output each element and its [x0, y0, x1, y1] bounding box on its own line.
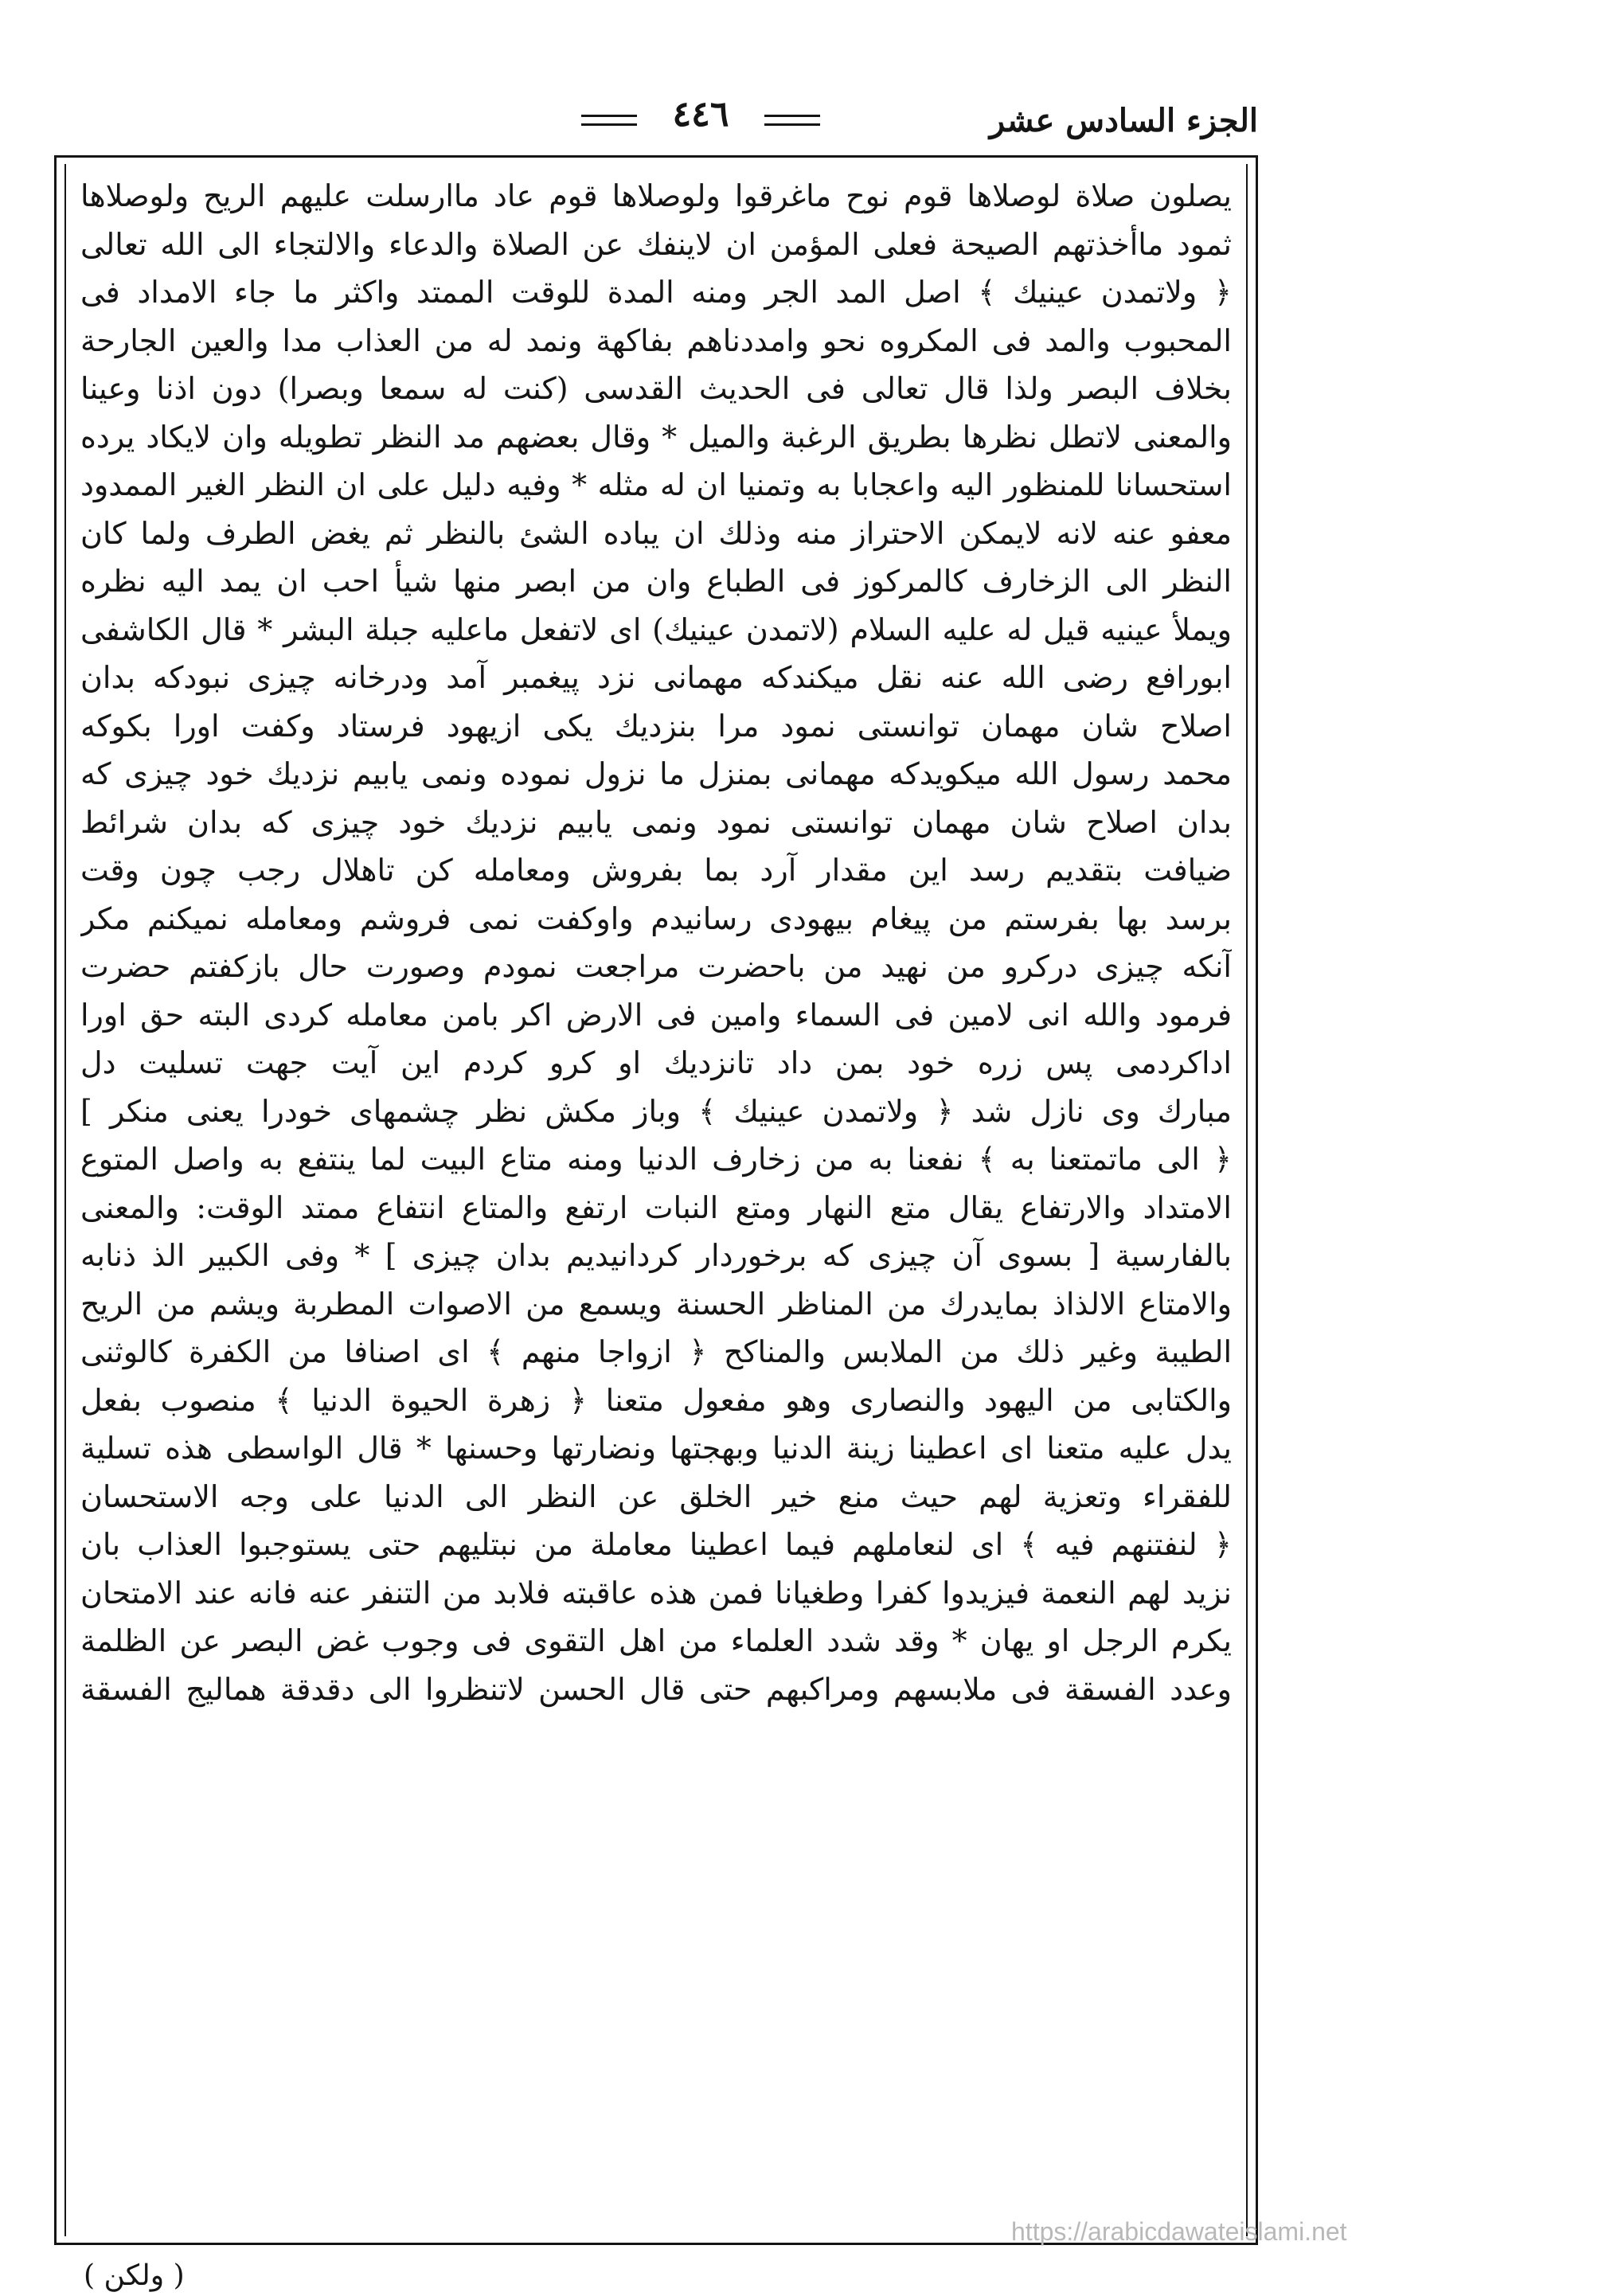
text-line: والمعنى لاتطل نظرها بطريق الرغبة والميل * وقال بعضهم مد النظر تطويله وان لايكاد يرده — [80, 419, 1232, 455]
text-line: ﴿ لنفتنهم فيه ﴾ اى لنعاملهم فيما اعطينا معاملة من نبتليهم حتى يستوجبوا العذاب بان — [80, 1527, 1232, 1562]
text-line: ضيافت بتقديم رسد اين مقدار آرد بما بفروش ومعامله كن تاهلال رجب چون وقت — [80, 853, 1232, 888]
text-line: آنكه چيزى دركرو من نهيد من باحضرت مراجعت نمودم وصورت حال بازكفتم حضرت — [80, 949, 1232, 984]
text-line: ثمود ماأخذتهم الصيحة فعلى المؤمن ان لاينفك عن الصلاة والدعاء والالتجاء الى الله تعالى — [80, 226, 1232, 262]
text-line: اصلاح شان مهمان توانستى نمود مرا بنزديك يكى ازيهود فرستاد وكفت اورا بكوكه — [80, 708, 1232, 744]
text-line: نزيد لهم النعمة فيزيدوا كفرا وطغيانا فمن هذه عاقبته فلابد من التنفر عنه فانه عند الامتحان — [80, 1575, 1232, 1611]
text-line: يكرم الرجل او يهان * وقد شدد العلماء من اهل التقوى فى وجوب غض البصر عن الظلمة — [80, 1623, 1232, 1658]
page-number-block — [581, 94, 820, 142]
ornament-left-icon — [581, 115, 637, 126]
ornament-right-icon — [764, 115, 820, 126]
text-line: بخلاف البصر ولذا قال تعالى فى الحديث القدسى (كنت له سمعا وبصرا) دون اذنا وعينا — [80, 371, 1232, 406]
text-line: يصلون صلاة لوصلاها قوم نوح ماغرقوا ولوصلاها قوم عاد ماارسلت عليهم الريح ولوصلاها — [80, 178, 1232, 213]
text-line: ﴿ الى ماتمتعنا به ﴾ نفعنا به من زخارف الدنيا ومنه متاع البيت لما ينتفع به واصل المتوع — [80, 1142, 1232, 1177]
text-line: النظر الى الزخارف كالمركوز فى الطباع وان من ابصر منها شيأ احب ان يمد اليه نظره — [80, 564, 1232, 599]
text-line: برسد بها بفرستم من پيغام بيهودى رسانيدم واوكفت نمى فروشم ومعامله نميكنم مكر — [80, 900, 1232, 936]
text-line: استحسانا للمنظور اليه واعجابا به وتمنيا ان له مثله * وفيه دليل على ان النظر الغير الممدود — [80, 467, 1232, 502]
page-header — [56, 94, 1258, 150]
text-line: ﴿ ولاتمدن عينيك ﴾ اصل المد الجر ومنه المدة للوقت الممتد واكثر ما جاء الامداد فى — [80, 275, 1232, 310]
text-line: للفقراء وتعزية لهم حيث منع خير الخلق عن النظر الى الدنيا على وجه الاستحسان — [80, 1478, 1232, 1514]
text-line: الامتداد والارتفاع يقال متع النهار ومتع النبات ارتفع والمتاع انتفاع ممتد الوقت: والمعنى — [80, 1189, 1232, 1225]
catchword: ( ولكن ) — [84, 2259, 185, 2292]
text-line: مبارك وى نازل شد ﴿ ولاتمدن عينيك ﴾ وباز مكش نظر چشمهاى خودرا يعنى منكر ] — [80, 1093, 1232, 1129]
text-line: يدل عليه متعنا اى اعطينا زينة الدنيا وبهجتها ونضارتها وحسنها * قال الواسطى هذه تسلية — [80, 1431, 1232, 1466]
text-line: ويملأ عينيه قيل له عليه السلام (لاتمدن عينيك) اى لاتفعل ماعليه جبلة البشر * قال الكاشفى — [80, 611, 1232, 647]
text-line: معفو عنه لانه لايمكن الاحتراز منه وذلك ان يباده الشئ بالنظر ثم يغض الطرف ولما كان — [80, 515, 1232, 551]
text-line: وعدد الفسقة فى ملابسهم ومراكبهم حتى قال الحسن لاتنظروا الى دقدقة هماليج الفسقة — [80, 1671, 1232, 1707]
text-line: محمد رسول الله ميكويدكه مهمانى بمنزل ما نزول نموده ونمى يابيم نزديك خود چيزى كه — [80, 756, 1232, 791]
text-line: فرمود والله انى لامين فى السماء وامين فى الارض اكر بامن معامله كردى البته حق اورا — [80, 997, 1232, 1033]
text-line: ابورافع رضى الله عنه نقل ميكندكه مهمانى نزد پيغمبر آمد ودرخانه چيزى نبودكه بدان — [80, 660, 1232, 695]
text-line: بالفارسية [ بسوى آن چيزى كه برخوردار كردانيديم بدان چيزى ] * وفى الكبير الذ ذنابه — [80, 1238, 1232, 1273]
text-line: والكتابى من اليهود والنصارى وهو مفعول متعنا ﴿ زهرة الحيوة الدنيا ﴾ منصوب بفعل — [80, 1382, 1232, 1418]
watermark: https://arabicdawateislami.net — [1011, 2217, 1347, 2246]
text-line: اداكردمى پس زره خود بمن داد تانزديك او كرو كردم اين آيت جهت تسليت دل — [80, 1045, 1232, 1080]
text-line: والامتاع الالذاذ بمايدرك من المناظر الحسنة ويسمع من الاصوات المطربة ويشم من الريح — [80, 1286, 1232, 1322]
text-line: الطيبة وغير ذلك من الملابس والمناكح ﴿ ازواجا منهم ﴾ اى اصنافا من الكفرة كالوثنى — [80, 1334, 1232, 1369]
page-number: ٤٤٦ — [672, 94, 729, 135]
body-text — [80, 172, 1232, 1713]
text-line: المحبوب والمد فى المكروه نحو وامددناهم بفاكهة ونمد له من العذاب مدا والعين الجارحة — [80, 322, 1232, 358]
running-head: الجزء السادس عشر — [989, 102, 1258, 139]
text-line: بدان اصلاح شان مهمان توانستى نمود ونمى يابيم نزديك خود چيزى كه بدان شرائط — [80, 804, 1232, 840]
text-frame — [54, 155, 1258, 2245]
